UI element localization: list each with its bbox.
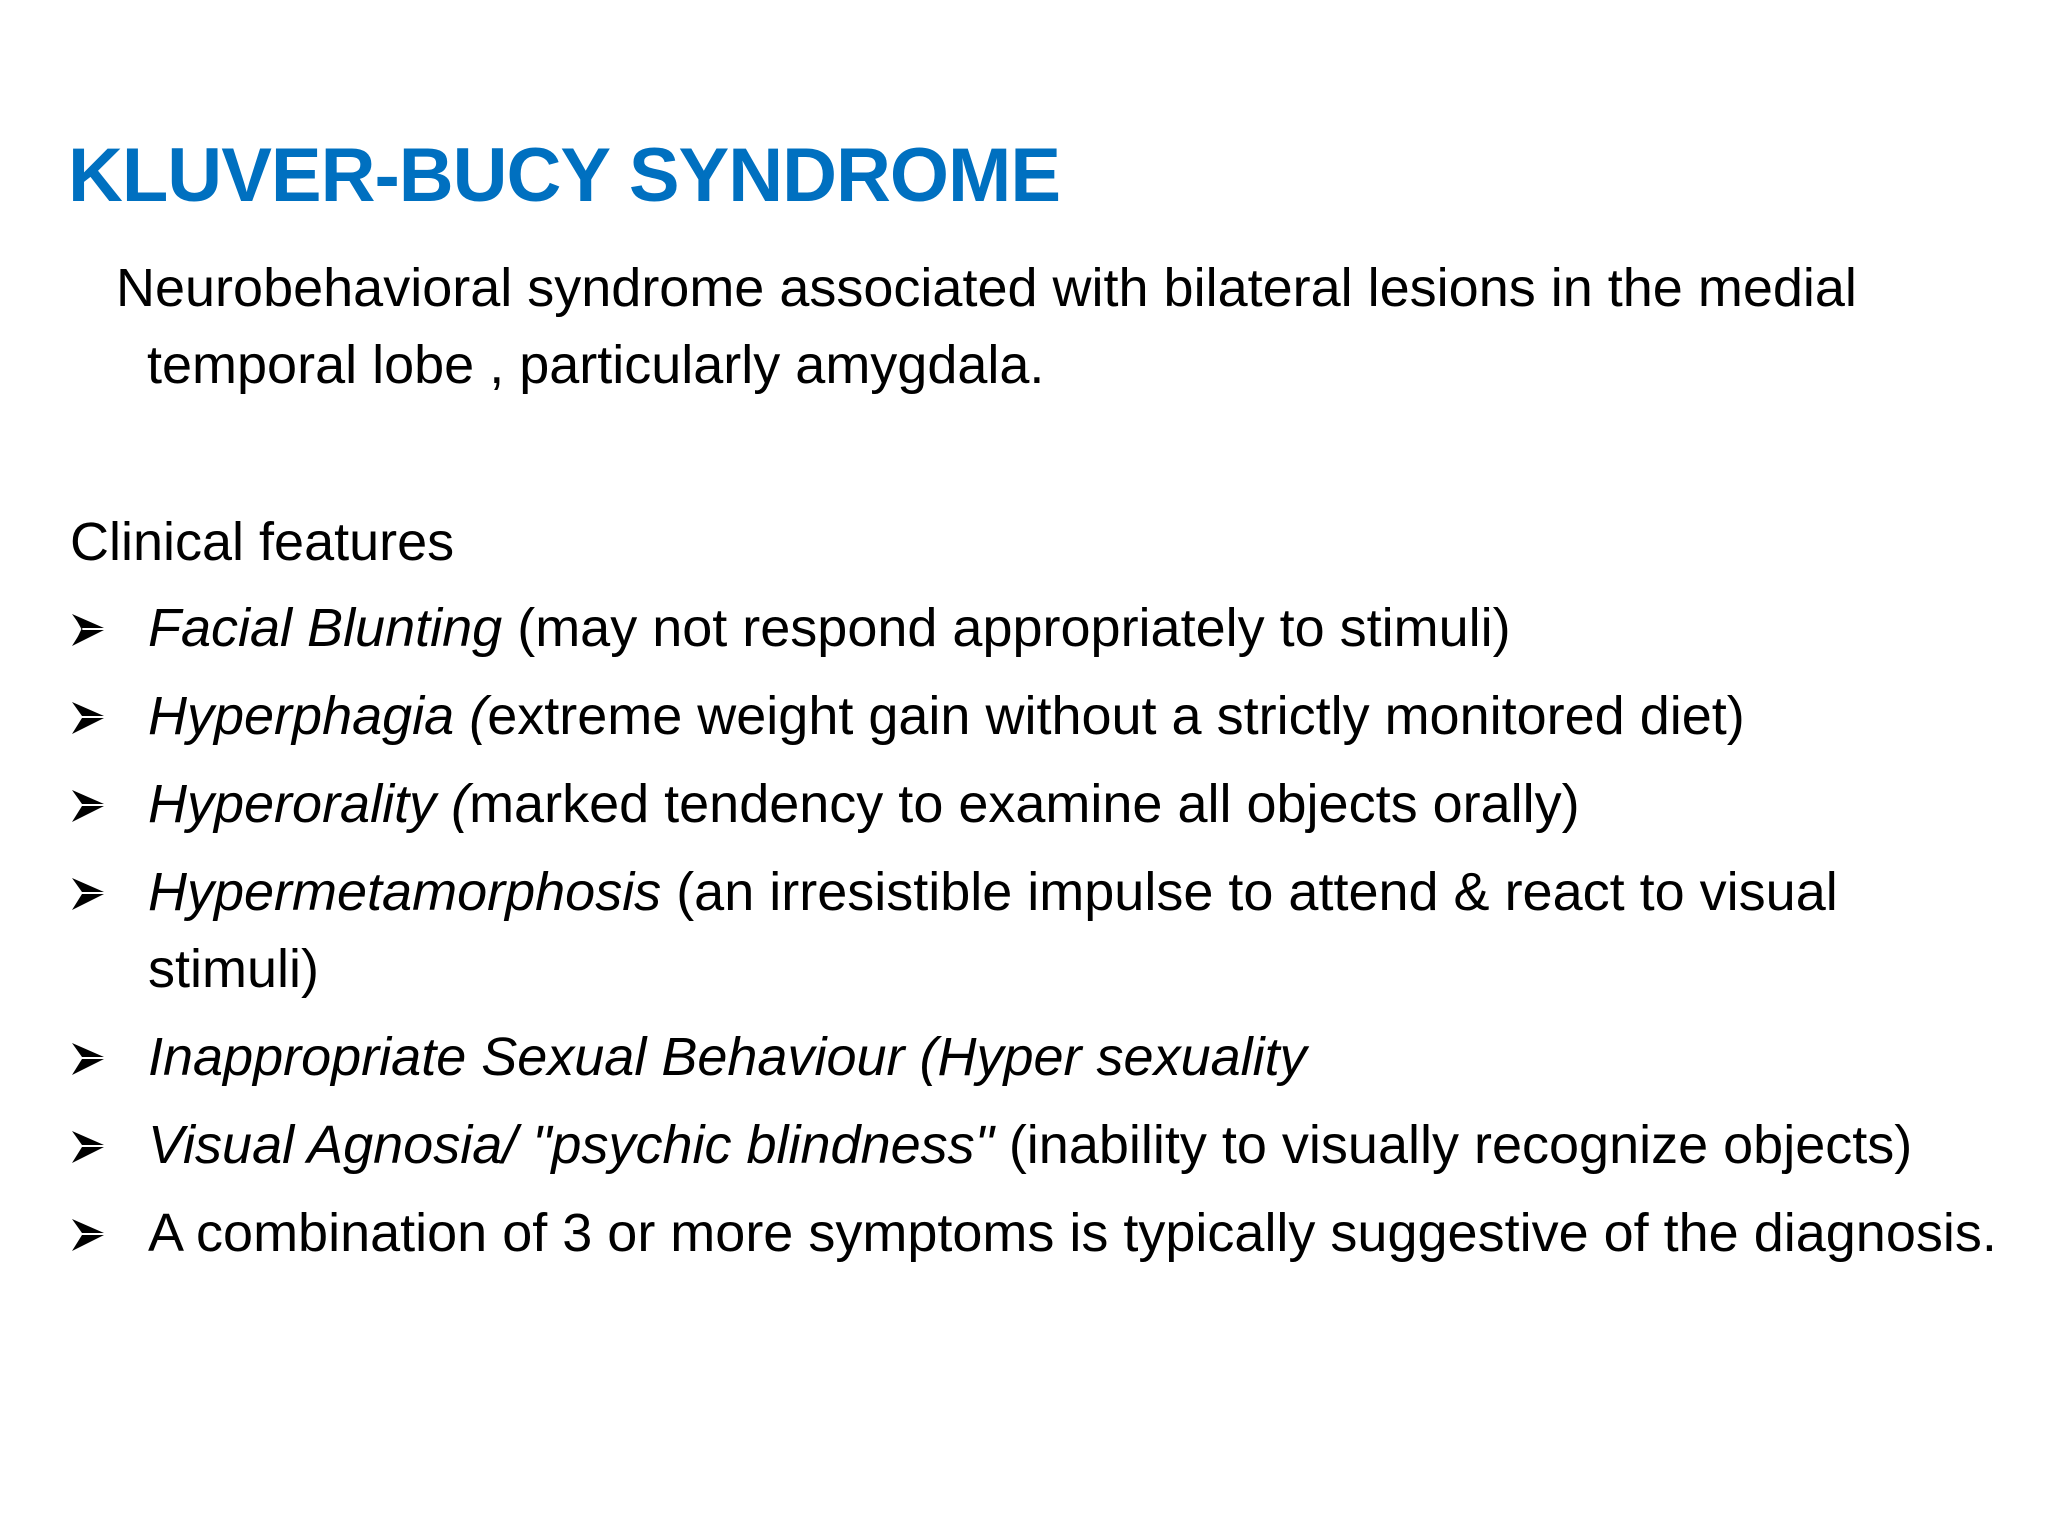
feature-detail: A combination of 3 or more symptoms is typically suggestive of the diagnosis. bbox=[148, 1203, 1997, 1263]
feature-detail: (an irresistible impulse to attend & react to visual stimuli) bbox=[148, 862, 1838, 999]
feature-term: Facial Blunting bbox=[148, 598, 503, 658]
feature-term: Inappropriate Sexual Behaviour (Hyper sexuality bbox=[148, 1027, 1307, 1087]
arrowhead-bullet-icon bbox=[70, 700, 106, 736]
feature-detail: (inability to visually recognize objects) bbox=[993, 1115, 1913, 1175]
feature-detail: extreme weight gain without a strictly monitored diet) bbox=[487, 686, 1745, 746]
arrowhead-bullet-icon bbox=[70, 1041, 106, 1077]
list-item bbox=[70, 766, 2000, 843]
arrowhead-bullet-icon bbox=[70, 1129, 106, 1165]
arrowhead-bullet-icon bbox=[70, 788, 106, 824]
list-item bbox=[70, 590, 2000, 667]
arrowhead-bullet-icon bbox=[70, 876, 106, 912]
list-item bbox=[70, 1195, 2000, 1272]
list-item bbox=[70, 1019, 2000, 1096]
intro-line-2: temporal lobe , particularly amygdala. bbox=[147, 335, 1045, 395]
features-list bbox=[70, 590, 2000, 1283]
arrowhead-bullet-icon bbox=[70, 612, 106, 648]
feature-detail: (may not respond appropriately to stimuli) bbox=[502, 598, 1511, 658]
arrowhead-bullet-icon bbox=[70, 1217, 106, 1253]
list-item bbox=[70, 678, 2000, 755]
section-heading: Clinical features bbox=[70, 512, 455, 572]
slide-title: KLUVER-BUCY SYNDROME bbox=[68, 133, 1061, 218]
list-item bbox=[70, 1107, 2000, 1184]
feature-detail: marked tendency to examine all objects orally) bbox=[469, 774, 1580, 834]
intro-paragraph bbox=[116, 250, 2016, 404]
feature-term: Visual Agnosia/ "psychic blindness" bbox=[148, 1115, 994, 1175]
feature-term: Hypermetamorphosis bbox=[148, 862, 662, 922]
list-item bbox=[70, 854, 2000, 1008]
intro-line-1: Neurobehavioral syndrome associated with bilateral lesions in the medial bbox=[116, 258, 1857, 318]
feature-term: Hyperphagia ( bbox=[148, 686, 488, 746]
feature-term: Hyperorality ( bbox=[148, 774, 470, 834]
